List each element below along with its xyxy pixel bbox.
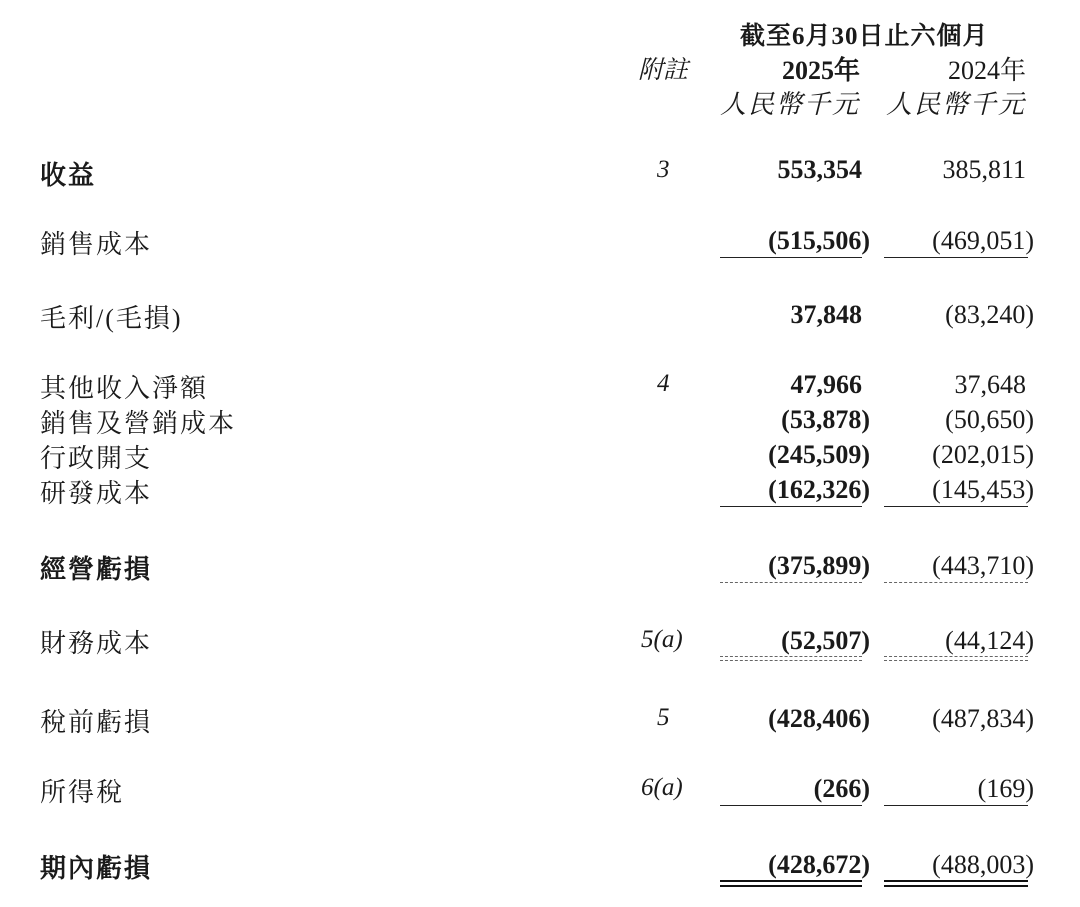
year-2025-header: 2025年 [781, 56, 860, 85]
value-2024-selling-marketing: (50,650) [945, 405, 1034, 434]
double-underline-2024-loss-for-period [884, 880, 1028, 887]
underline-2024-finance-costs [884, 656, 1028, 661]
value-2025-admin-expenses: (245,509) [768, 440, 870, 469]
row-label-other-net-income: 其他收入淨額 [40, 374, 209, 403]
value-2025-revenue: 553,354 [777, 155, 862, 184]
row-note-loss-before-tax: 5 [657, 704, 670, 731]
row-note-revenue: 3 [657, 156, 670, 183]
row-note-other-net-income: 4 [657, 370, 670, 397]
value-2024-loss-before-tax: (487,834) [932, 704, 1034, 733]
unit-2024-header: 人民幣千元 [885, 90, 1026, 119]
row-label-income-tax: 所得稅 [40, 778, 125, 807]
underline-2025-rnd-costs [720, 506, 862, 507]
underline-2024-cost-of-sales [884, 257, 1028, 258]
row-label-loss-before-tax: 稅前虧損 [40, 708, 153, 737]
underline-2025-cost-of-sales [720, 257, 862, 258]
value-2024-gross-profit: (83,240) [945, 300, 1034, 329]
underline-2024-rnd-costs [884, 506, 1028, 507]
underline-2024-operating-loss [884, 582, 1028, 583]
value-2024-finance-costs: (44,124) [945, 626, 1034, 655]
row-label-revenue: 收益 [40, 161, 97, 190]
value-2025-loss-before-tax: (428,406) [768, 704, 870, 733]
value-2024-loss-for-period: (488,003) [932, 850, 1034, 879]
row-label-finance-costs: 財務成本 [40, 629, 153, 658]
note-column-header: 附註 [638, 57, 689, 84]
underline-2025-income-tax [720, 805, 862, 806]
value-2025-operating-loss: (375,899) [768, 551, 870, 580]
value-2024-other-net-income: 37,648 [954, 370, 1026, 399]
value-2025-selling-marketing: (53,878) [781, 405, 870, 434]
row-label-admin-expenses: 行政開支 [40, 444, 153, 473]
underline-2025-finance-costs [720, 656, 862, 661]
double-underline-2025-loss-for-period [720, 880, 862, 887]
row-label-loss-for-period: 期內虧損 [40, 854, 153, 883]
row-note-income-tax: 6(a) [641, 774, 683, 801]
value-2024-admin-expenses: (202,015) [932, 440, 1034, 469]
value-2025-gross-profit: 37,848 [790, 300, 862, 329]
value-2024-rnd-costs: (145,453) [932, 475, 1034, 504]
underline-2024-income-tax [884, 805, 1028, 806]
unit-2025-header: 人民幣千元 [719, 90, 860, 119]
value-2024-revenue: 385,811 [942, 155, 1026, 184]
value-2025-finance-costs: (52,507) [781, 626, 870, 655]
underline-2025-operating-loss [720, 582, 862, 583]
period-header: 截至6月30日止六個月 [740, 23, 989, 50]
row-label-operating-loss: 經營虧損 [40, 555, 153, 584]
value-2025-other-net-income: 47,966 [790, 370, 862, 399]
row-label-rnd-costs: 研發成本 [40, 479, 153, 508]
row-label-selling-marketing: 銷售及營銷成本 [40, 409, 237, 438]
value-2024-income-tax: (169) [977, 774, 1034, 803]
value-2024-operating-loss: (443,710) [932, 551, 1034, 580]
row-note-finance-costs: 5(a) [641, 626, 683, 653]
value-2025-rnd-costs: (162,326) [768, 475, 870, 504]
value-2025-cost-of-sales: (515,506) [768, 226, 870, 255]
value-2025-loss-for-period: (428,672) [768, 850, 870, 879]
row-label-cost-of-sales: 銷售成本 [40, 230, 153, 259]
row-label-gross-profit: 毛利/(毛損) [40, 304, 183, 333]
value-2025-income-tax: (266) [813, 774, 870, 803]
value-2024-cost-of-sales: (469,051) [932, 226, 1034, 255]
year-2024-header: 2024年 [947, 56, 1026, 85]
